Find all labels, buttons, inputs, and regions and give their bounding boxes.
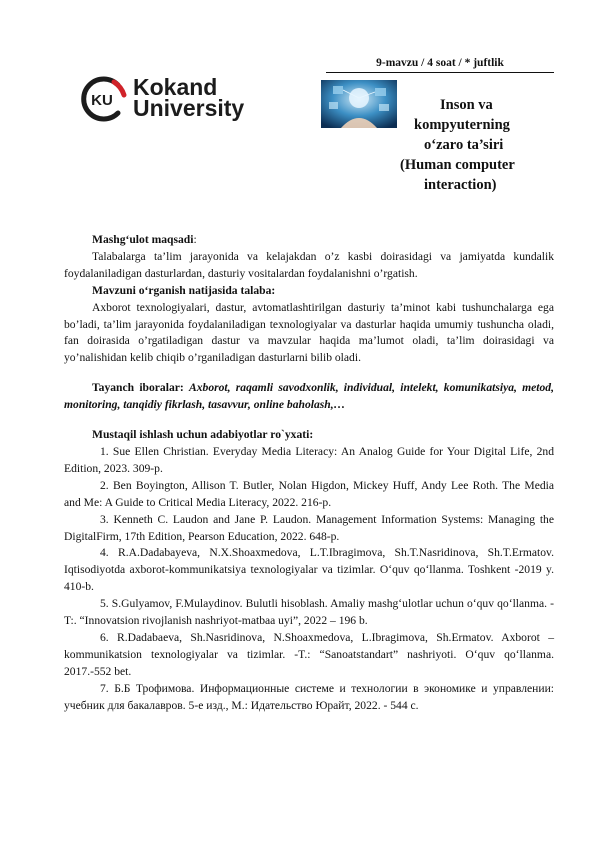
keywords-list: Axborot, raqamli savodxonlik, individual, intelekt, komunikatsiya, metod, monitoring, tanqidiy fikrlash, tasavvur, online baholash,…: [64, 381, 555, 412]
reference-item: 7. Б.Б Трофимова. Информационные системе и технологии в экономике и управлении: учебник для бакалавров. 5-е изд., М.: Идательство Юрайт, 2022. - 544 с.: [64, 681, 554, 712]
goal-colon: :: [193, 233, 197, 246]
goal-heading: Mashg‘ulot maqsadi: [92, 233, 194, 246]
title-line-2: kompyuterning: [414, 117, 510, 133]
university-logo: [78, 75, 298, 123]
keywords-paragraph: [64, 380, 554, 414]
goal-heading-line: [64, 232, 554, 249]
logo-line-1: Kokand: [133, 74, 218, 100]
title-line-5: interaction): [424, 177, 497, 193]
page-title: [396, 95, 566, 195]
result-text: Axborot texnologiyalari, dastur, avtomatlashtirilgan dasturiy ta’minot kabi tushunchalarga ega bo’ladi, ta’lim jarayonida foydalaniladigan texnologiyalar va dasturlar haqida umumiy tushuncha oladi, fan doirasida o’rgatiladigan dastur va mavzular haqida ma’lumot oladi, ta’lim doirasidagi va yo’nalishidan kelib chiqib o’rganiladigan dasturlarni bilib oladi.: [64, 300, 554, 365]
reference-item: 3. Kenneth C. Laudon and Jane P. Laudon. Management Information Systems: Managing the DigitalFirm, 17th Edition, Pearson Education, 2022. 648-p.: [64, 512, 554, 543]
logo-wordmark: [133, 74, 245, 121]
document-body: [64, 232, 554, 714]
goal-text: Talabalarga ta’lim jarayonida va kelajakdan o’z kasbi doirasidagi va jamiyatda kundalik foydalaniladigan dasturlardan, dasturiy vositalardan foydalanishni o’rgatish.: [64, 249, 554, 280]
logo-line-2: University: [133, 95, 245, 121]
result-heading: Mavzuni o‘rganish natijasida talaba:: [92, 283, 276, 297]
reference-item: 1. Sue Ellen Christian. Everyday Media Literacy: An Analog Guide for Your Digital Life, 2nd Edition, 2023. 309-p.: [64, 444, 554, 475]
topic-line: 9-mavzu / 4 soat / * juftlik: [326, 57, 554, 73]
title-line-1: Inson va: [440, 97, 493, 113]
reference-item: 2. Ben Boyington, Allison T. Butler, Nolan Higdon, Mickey Huff, Andy Lee Roth. The Media and Me: A Guide to Critical Media Literacy, 2022. 216-p.: [64, 478, 554, 509]
reference-item: 5. S.Gulyamov, F.Mulaydinov. Bulutli hisoblash. Amaliy mashg‘ulotlar uchun o‘quv qo‘llanma. -T:. “Innovatsion rivojlanish nashriyot-matbaa uyi”, 2022 – 196 b.: [64, 597, 554, 628]
topic-illustration: [321, 80, 397, 128]
keywords-label: Tayanch iboralar:: [92, 381, 184, 395]
svg-text:KU: KU: [91, 92, 113, 109]
title-line-3: o‘zaro ta’siri: [424, 137, 504, 153]
ku-badge-icon: [78, 75, 128, 123]
reference-item: 6. R.Dadabaeva, Sh.Nasridinova, N.Shoaxmedova, L.Ibragimova, Sh.Ermatov. Axborot – kommunikatsion texnologiyalar va tizimlar. -T.: “Sanoatstandart” nashriyoti. O‘quv qo‘llanma. 2017.-552 bet.: [64, 630, 554, 678]
title-line-4: (Human computer: [400, 157, 515, 173]
reference-item: 4. R.A.Dadabayeva, N.X.Shoaxmedova, L.T.Ibragimova, Sh.T.Nasridinova, Sh.T.Ermatov. Iqtisodiyotda axborot-kommunikatsiya texnologiyalar va tizimlar. O‘quv qo‘llanma. Toshkent -2019 y. 410-b.: [64, 546, 554, 594]
references-heading: Mustaqil ishlash uchun adabiyotlar ro`yxati:: [92, 428, 314, 442]
